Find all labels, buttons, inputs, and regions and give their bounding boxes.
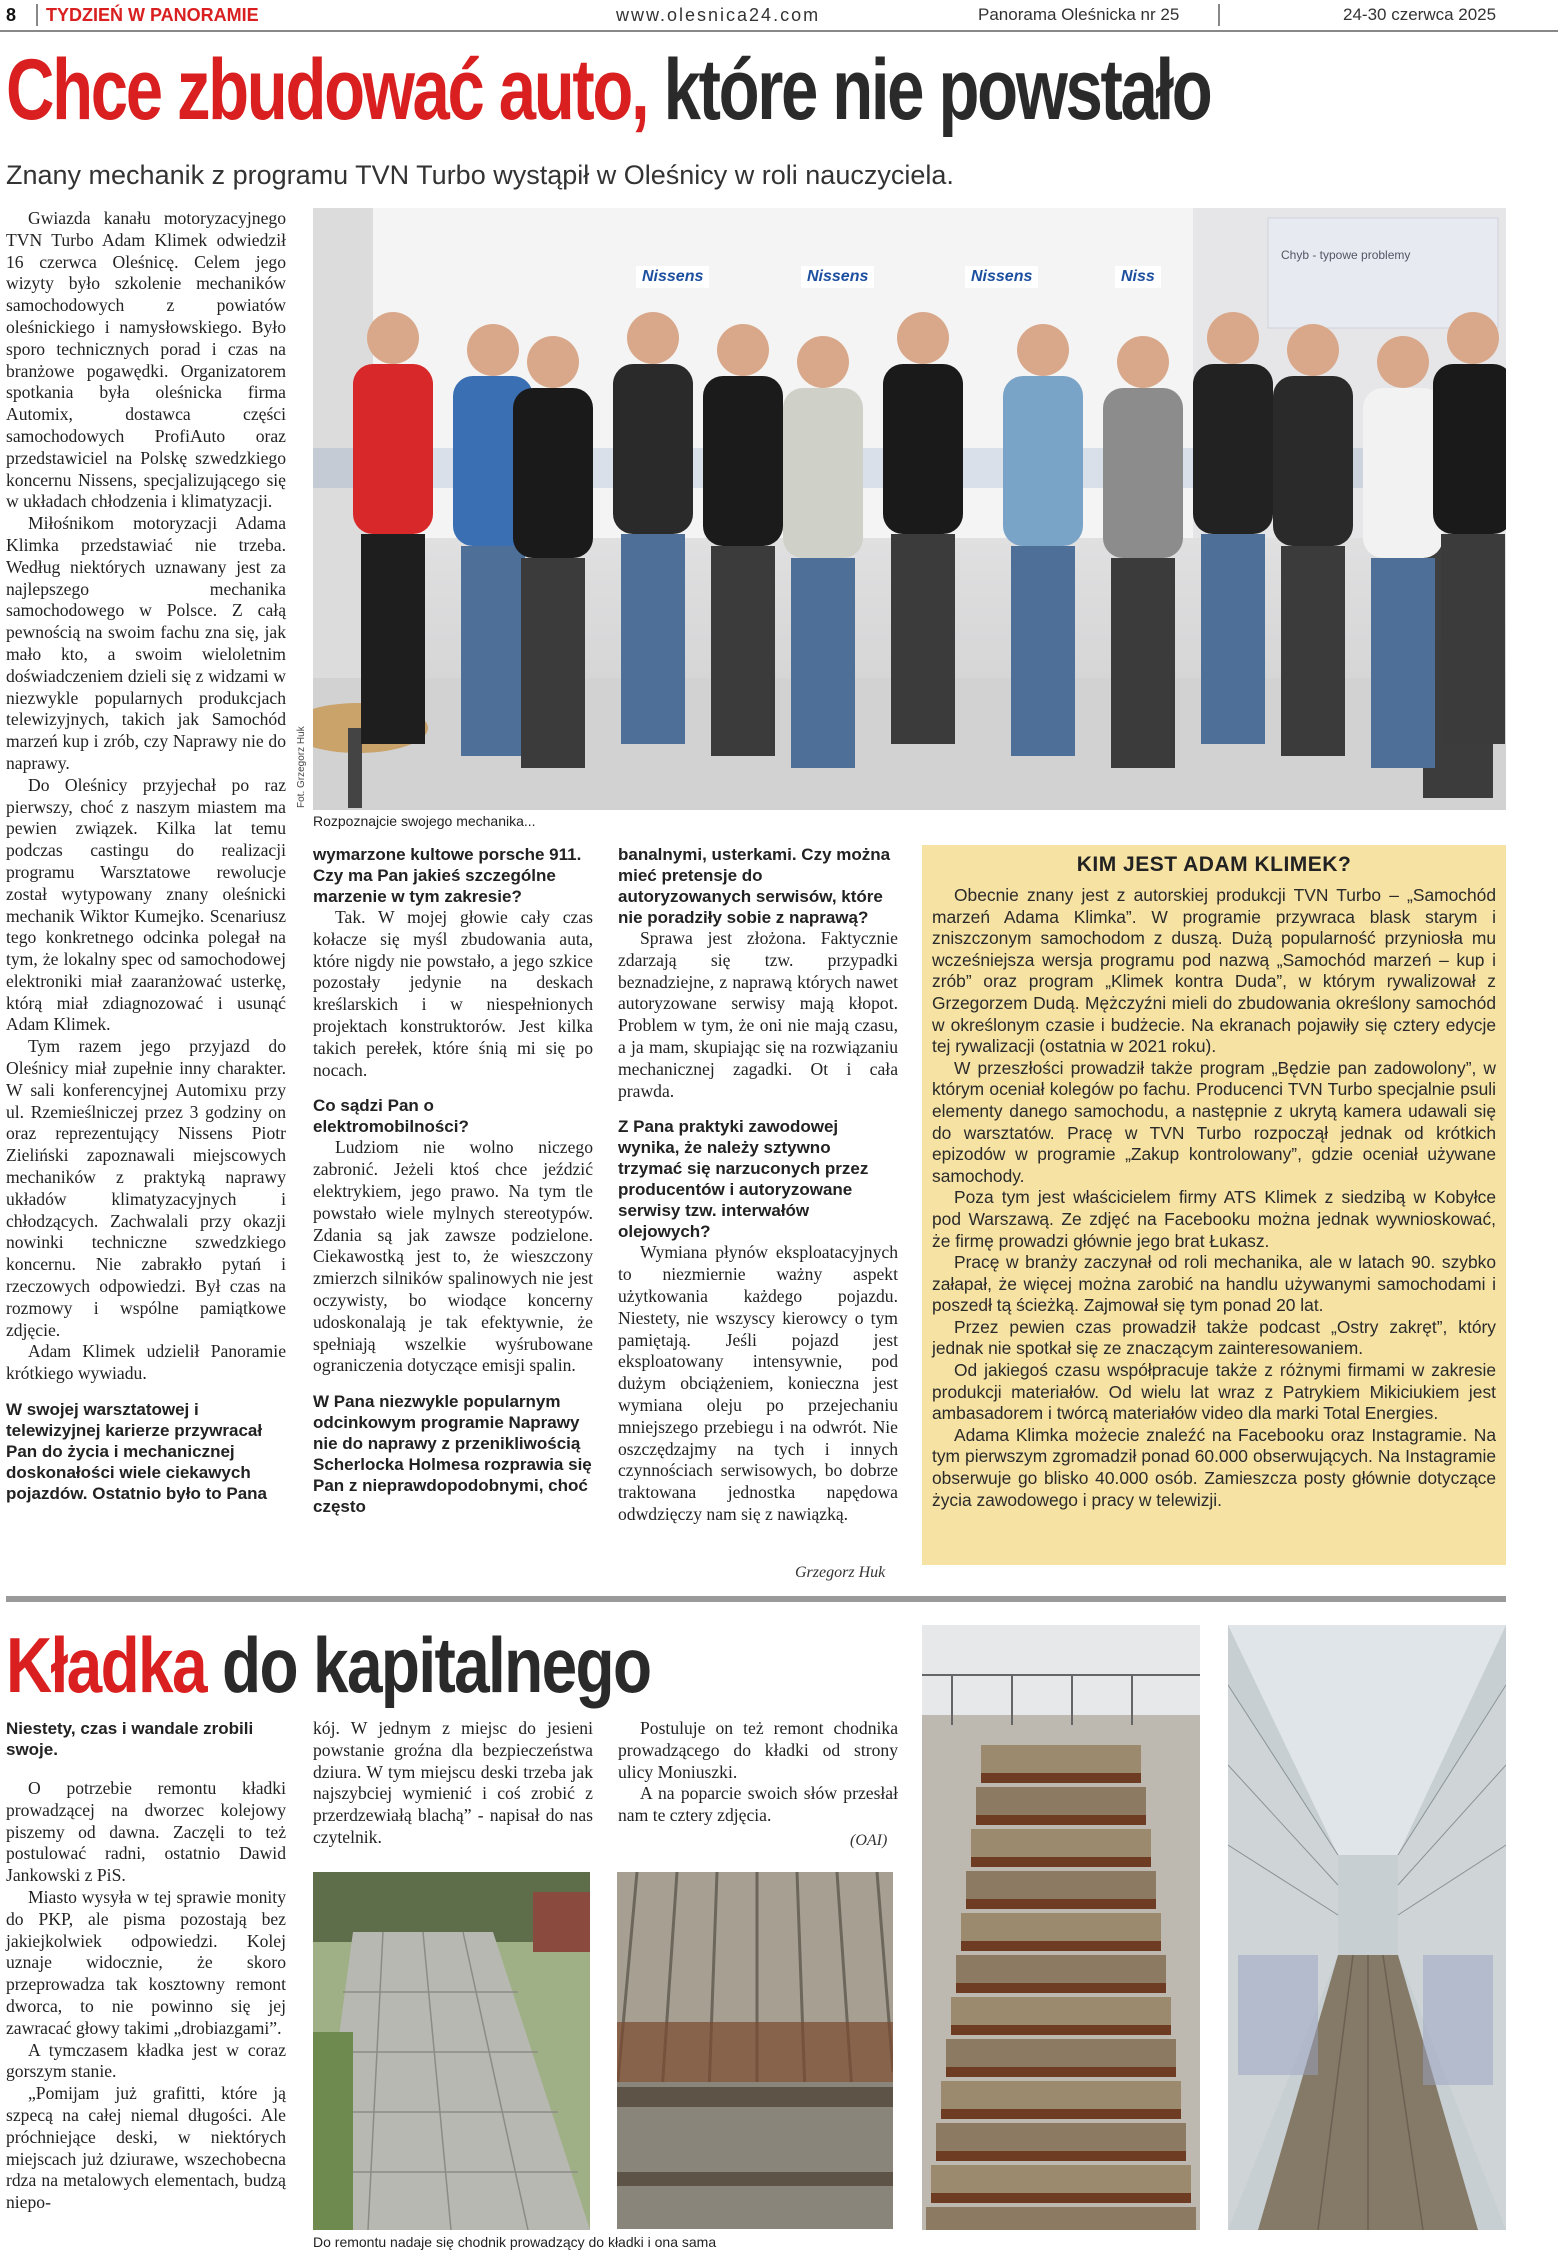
- person-body: [613, 364, 693, 534]
- box-paragraph: Pracę w branży zaczynał od roli mechanika, ale w latach 90. szybko załapał, że więcej można zarobić na handlu używanymi samochodami i poszedł tą ścieżką. Zajmował się tym ponad 20 lat.: [932, 1252, 1496, 1316]
- title-black: które nie powstało: [663, 42, 1211, 138]
- person-legs: [891, 534, 955, 744]
- box-title: KIM JEST ADAM KLIMEK?: [1076, 853, 1352, 876]
- person-body: [1103, 388, 1183, 558]
- stair-tread: [981, 1745, 1141, 1775]
- stair-tread: [936, 2123, 1186, 2153]
- issue-label: Panorama Oleśnicka nr 25: [978, 5, 1180, 24]
- nissens-logo: Nissens: [636, 266, 709, 288]
- article-lead: Znany mechanik z programu TVN Turbo wystąpił w Oleśnicy w roli nauczyciela.: [6, 160, 954, 190]
- person-legs: [461, 546, 525, 756]
- stair-rust-edge: [936, 2151, 1186, 2161]
- person-legs: [1371, 558, 1435, 768]
- person-body: [783, 388, 863, 558]
- box-paragraph: Poza tym jest właścicielem firmy ATS Klimek z siedzibą w Kobyłce pod Warszawą. Ze zdjęć na Facebooku można jednak wywnioskować, że firmę prowadzi głównie jego brat Łukasz.: [932, 1187, 1496, 1251]
- section-label: TYDZIEŃ W PANORAMIE: [46, 5, 259, 25]
- sidewalk-photo: [313, 1872, 590, 2230]
- person-head: [797, 336, 849, 388]
- person-head: [1117, 336, 1169, 388]
- article-paragraph: „Pomijam już grafitti, które ją szpecą na całej niemal długości. Ale próchniejące deski, w niektórych miejscach już dziurawe, wszechobecna rdza na metalowych elementach, budzą niepo-: [6, 2083, 286, 2213]
- person-body: [513, 388, 593, 558]
- article-paragraph: Postuluje on też remont chodnika prowadzącego do kładki od strony ulicy Moniuszki.: [618, 1718, 898, 1782]
- stair-tread: [951, 1997, 1171, 2027]
- person-head: [467, 324, 519, 376]
- person-head: [1017, 324, 1069, 376]
- article-title: [6, 40, 1210, 140]
- article-paragraph: Tak. W mojej głowie cały czas kołacze się myśl zbudowania auta, które nigdy nie powstało, a jego szkice pozostały jedynie na deskach kreślarskich i w niespełnionych projektach konstruktorów. Jest kilka takich perełek, które śnią mi się po nocach.: [313, 907, 593, 1080]
- article-paragraph: Adam Klimek udzielił Panoramie krótkiego wywiadu.: [6, 1341, 286, 1384]
- person-legs: [1111, 558, 1175, 768]
- screen-text: Chyb - typowe problemy: [1281, 248, 1411, 262]
- person-legs: [791, 558, 855, 768]
- footbridge-photo: [1228, 1625, 1506, 2230]
- article-paragraph: kój. W jednym z miejsc do jesieni powstanie groźna dla bezpieczeństwa dziura. W tym miejscu deski trzeba jak najszybciej wymienić i coś zrobić z przerdzewiałą blachą” - napisał do nas czytelnik.: [313, 1718, 593, 1847]
- page-number: 8: [6, 5, 17, 25]
- interview-question: W Pana niezwykle popularnym odcinkowym programie Naprawy nie do naprawy z przenikliwością Scherlocka Holmesa rozprawia się Pan z nieprawdopodobnymi, choć często: [313, 1392, 592, 1517]
- issue-date: 24-30 czerwca 2025: [1343, 5, 1497, 24]
- person-legs: [1011, 546, 1075, 756]
- person-body: [1003, 376, 1083, 546]
- person-head: [897, 312, 949, 364]
- interview-question: banalnymi, usterkami. Czy można mieć pretensje do autoryzowanych serwisów, które nie poradziły sobie z naprawą?: [618, 845, 891, 927]
- person-head: [1377, 336, 1429, 388]
- nissens-logo: Nissens: [965, 266, 1038, 288]
- stair-rust-edge: [966, 1899, 1156, 1909]
- stair-rust-edge: [946, 2067, 1176, 2077]
- article-paragraph: Miłośnikom motoryzacji Adama Klimka przedstawiać nie trzeba. Według niektórych uznawany jest za najlepszego mechanika samochodowego w Polsce. Z całą pewnością na swoim fachu zna się, jak mało kto, a swoim wieloletnim doświadczeniem dzieli się z widzami w niezwykle popularnych produkcjach telewizyjnych, takich jak Samochód marzeń kup i zrób, czy Naprawy nie do naprawy.: [6, 513, 286, 773]
- person-head: [1287, 324, 1339, 376]
- interview-question: wymarzone kultowe porsche 911. Czy ma Pan jakieś szczególne marzenie w tym zakresie?: [313, 845, 582, 906]
- article2-column-1: [6, 1718, 286, 2214]
- section-divider: [6, 1596, 1506, 1602]
- person-legs: [521, 558, 585, 768]
- stair-rust-edge: [956, 1983, 1166, 1993]
- stair-tread: [971, 1829, 1151, 1859]
- photo-caption: Rozpoznajcie swojego mechanika...: [313, 813, 536, 829]
- person-head: [1447, 312, 1499, 364]
- interview-question: W swojej warsztatowej i telewizyjnej karierze przywracał Pan do życia i mechanicznej doskonałości wiele ciekawych pojazdów. Ostatnio było to Pana: [6, 1400, 267, 1504]
- group-photo: [313, 208, 1506, 810]
- article2-title: [6, 1620, 650, 1710]
- stair-tread: [956, 1955, 1166, 1985]
- stair-rust-edge: [961, 1941, 1161, 1951]
- article-paragraph: Miasto wysyła w tej sprawie monity do PKP, ale pisma pozostają bez jakiejkolwiek odpowiedzi. Kolej uznaje widocznie, że skoro przeprowadza tak kosztowny remont dworca, to nie powinno się jej zawracać głowy takimi „drobiazgami”.: [6, 1886, 286, 2038]
- article-paragraph: Gwiazda kanału motoryzacyjnego TVN Turbo Adam Klimek odwiedził 16 czerwca Oleśnicę. Celem jego wizyty było szkolenie mechaników samochodowych z powiatów oleśnickiego i namysłowskiego. Było sporo technicznych porad i czas na branżowe pogawędki. Organizatorem spotkania była oleśnicka firma Automix, dostawca części samochodowych ProfiAuto oraz przedstawiciel na Polskę szwedzkiego koncernu Nissens, specjalizującego się w układach chłodzenia i klimatyzacji.: [6, 208, 286, 512]
- article-paragraph: Ludziom nie wolno niczego zabronić. Jeżeli ktoś chce jeździć elektrykiem, jego prawo. Na tym tle powstało wiele mylnych stereotypów. Zdania są jak zawsze podzielone. Ciekawostką jest to, że wieszczony zmierzch silników spalinowych nie jest oczywisty, bo wiodące koncerny udoskonalają je tak efektywnie, że spełniają wszelkie wyśrubowane ograniczenia dotyczące emisji spalin.: [313, 1137, 593, 1376]
- stair-rust-edge: [931, 2193, 1191, 2203]
- article-paragraph: A na poparcie swoich słów przesłał nam te cztery zdjęcia.: [618, 1783, 898, 1826]
- stair-tread: [946, 2039, 1176, 2069]
- stairs-photo: [922, 1625, 1200, 2230]
- interview-question: Z Pana praktyki zawodowej wynika, że należy sztywno trzymać się narzuconych przez producentów i autoryzowane serwisy tzw. interwałów olejowych?: [618, 1117, 869, 1242]
- box-body: [932, 885, 1496, 1511]
- article-column-2: [313, 844, 593, 1517]
- nissens-logo: Nissens: [801, 266, 874, 288]
- stair-tread: [961, 1913, 1161, 1943]
- stair-tread: [941, 2081, 1181, 2111]
- article-paragraph: A tymczasem kładka jest w coraz gorszym stanie.: [6, 2039, 286, 2082]
- stair-rust-edge: [951, 2025, 1171, 2035]
- title2-red: Kładka: [6, 1621, 206, 1709]
- person-head: [717, 324, 769, 376]
- stair-rust-edge: [981, 1773, 1141, 1783]
- stair-tread: [931, 2165, 1191, 2195]
- article2-column-3: [618, 1718, 898, 1827]
- article-paragraph: Tym razem jego przyjazd do Oleśnicy miał zupełnie inny charakter. W sali konferencyjnej Automixu przy ul. Rzemieślniczej przez 3 godziny on oraz reprezentujący Nissens Piotr Zieliński zapoznawali miejscowych mechaników z praktyką naprawy układów klimatyzacyjnych i chłodzących. Zachwalali przy okazji nowinki techniczne szwedzkiego koncernu. Nie zabrakło pytań i rzeczowych odpowiedzi. Był czas na rozmowy i wspólne pamiątkowe zdjęcie.: [6, 1036, 286, 1340]
- person-legs: [621, 534, 685, 744]
- box-paragraph: Adama Klimka możecie znaleźć na Facebooku oraz Instagramie. Na tym pierwszym zgromadził ponad 60.000 obserwujących. Na Instagramie obserwuje go blisko 40.000 osób. Zamieszcza posty głównie dotyczące życia zawodowego i pracy w telewizji.: [932, 1424, 1496, 1510]
- stair-rust-edge: [941, 2109, 1181, 2119]
- person-head: [527, 336, 579, 388]
- article-paragraph: O potrzebie remontu kładki prowadzącej na dworzec kolejowy piszemy od dawna. Zaczęli to też postulować radni, ostatnio Dawid Jankowski z PiS.: [6, 1778, 286, 1886]
- article-paragraph: Sprawa jest złożona. Faktycznie zdarzają się tzw. przypadki beznadziejne, z naprawą których nawet autoryzowane serwisy mają kłopot. Problem w tym, że oni nie mają czasu, a ja mam, skupiając się na rozwiązaniu mechanicznej zagadki. Ot i cała prawda.: [618, 928, 898, 1101]
- box-paragraph: W przeszłości prowadził także program „Będzie pan zadowolony”, w którym oceniał kolegów po fachu. Producenci TVN Turbo specjalnie psuli elementy danego samochodu, a następnie z ukrytą kamera udawali się do warsztatów. Pracę w TVN Turbo rozpoczął jednak od krótkich epizodów w programie „Zakup kontrolowany”, gdzie oceniał używane samochody.: [932, 1057, 1496, 1186]
- box-paragraph: Obecnie znany jest z autorskiej produkcji TVN Turbo – „Samochód marzeń Adama Klimka”. W programie przywraca blask starym i zniszczonym samochodom z duszą. Dużą popularność przyniosła mu wcześniejsza wersja programu pod nazwą „Samochód marzeń – kup i zrób” oraz program „Klimek kontra Duda”, w którym rywalizował z Grzegorzem Dudą. Mężczyźni mieli do zbudowania określony samochód w określonym czasie i budżecie. Na ekranach pojawiły się cztery edycje tej rywalizacji (ostatnia w 2021 roku).: [932, 885, 1496, 1057]
- box-paragraph: Od jakiegoś czasu współpracuje także z różnymi firmami w zakresie produkcji materiałów. Od wielu lat wraz z Patrykiem Mikiciukiem jest ambasadorem i twórcą materiałów video dla marki Total Energies.: [932, 1360, 1496, 1424]
- planks-photo: [617, 1872, 893, 2229]
- article-paragraph: Do Oleśnicy przyjechał po raz pierwszy, choć z naszym miastem ma pewien związek. Kilka lat temu podczas castingu do realizacji programu Warsztatowe rewolucje został wytypowany znany oleśnicki mechanik Wiktor Kumejko. Scenariusz tego konkretnego odcinka polegał na tym, że lokalny spec od samochodowej elektroniki miał zaaranżować usterkę, którą miał zdiagnozować i usunąć Adam Klimek.: [6, 774, 286, 1035]
- article-paragraph: Wymiana płynów eksploatacyjnych to niezmiernie ważny aspekt użytkowania każdego pojazdu. Niestety, nie wszyscy kierowcy o tym pamiętają. Jeśli pojazd jest eksploatowany intensywnie, pod dużym obciążeniem, konieczna jest wymiana oleju po przejechaniu mniejszego przebiegu i na odwrót. Nie oszczędzajmy na tych i innych czynnościach serwisowych, bo dobrze traktowana jednostka napędowa odwdzięczy nam się z nawiązką.: [618, 1242, 898, 1524]
- person-head: [1207, 312, 1259, 364]
- stair-tread: [926, 2207, 1196, 2230]
- person-body: [353, 364, 433, 534]
- article-author: Grzegorz Huk: [795, 1564, 886, 1581]
- photo-credit: Fot. Grzegorz Huk: [296, 726, 307, 808]
- article2-column-2: [313, 1718, 593, 1849]
- title-red: Chce zbudować auto,: [6, 42, 648, 138]
- person-body: [883, 364, 963, 534]
- article2-caption: Do remontu nadaje się chodnik prowadzący do kładki i ona sama: [313, 2234, 717, 2250]
- page-header: [0, 0, 1558, 32]
- nissens-logo: Niss: [1115, 266, 1161, 288]
- person-legs: [711, 546, 775, 756]
- info-box: [922, 845, 1506, 1565]
- stair-tread: [976, 1787, 1146, 1817]
- person-body: [1363, 388, 1443, 558]
- website-link[interactable]: www.olesnica24.com: [616, 5, 821, 25]
- person-legs: [1281, 546, 1345, 756]
- stair-rust-edge: [971, 1857, 1151, 1867]
- article2-author: (OAI): [850, 1832, 888, 1849]
- person-legs: [361, 534, 425, 744]
- stair-rust-edge: [976, 1815, 1146, 1825]
- person-body: [703, 376, 783, 546]
- title2-black: do kapitalnego: [222, 1621, 651, 1709]
- interview-question: Co sądzi Pan o elektromobilności?: [313, 1096, 469, 1137]
- article-column-1: [6, 208, 286, 1504]
- person-body: [1273, 376, 1353, 546]
- person-body: [1193, 364, 1273, 534]
- article-column-3: [618, 844, 898, 1526]
- person-legs: [1201, 534, 1265, 744]
- stair-tread: [966, 1871, 1156, 1901]
- person-head: [627, 312, 679, 364]
- person-legs: [1441, 534, 1505, 744]
- box-paragraph: Przez pewien czas prowadził także podcast „Ostry zakręt”, który jednak nie spotkał się ze znaczącym zainteresowaniem.: [932, 1316, 1496, 1359]
- person-head: [367, 312, 419, 364]
- article2-lead: Niestety, czas i wandale zrobili swoje.: [6, 1719, 254, 1759]
- person-body: [1433, 364, 1506, 534]
